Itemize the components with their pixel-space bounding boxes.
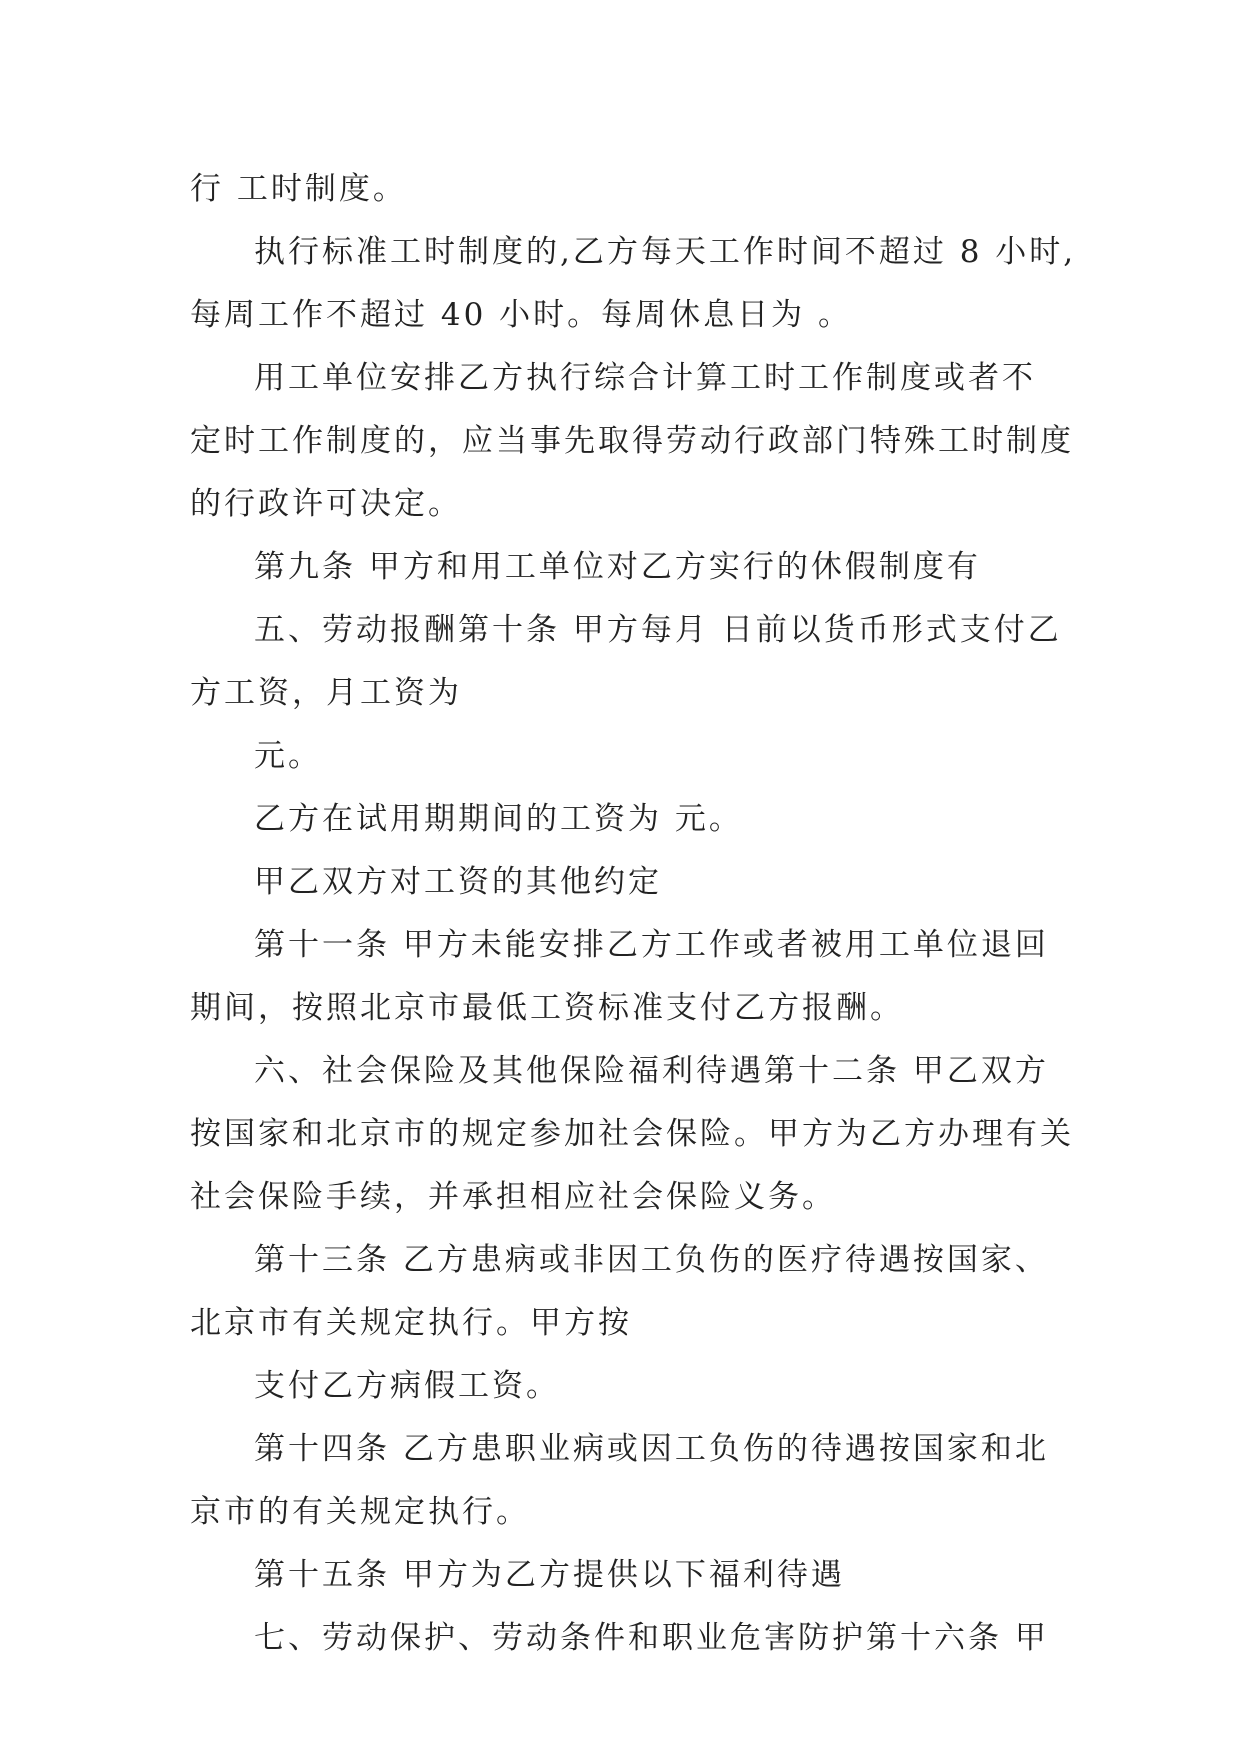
- text-line: 第十三条 乙方患病或非因工负伤的医疗待遇按国家、: [254, 1242, 1049, 1278]
- text-line: 元。: [254, 738, 322, 774]
- text-line: 支付乙方病假工资。: [254, 1368, 560, 1404]
- text-line: 每周工作不超过 40 小时。每周休息日为 。: [190, 297, 853, 333]
- text-line: 定时工作制度的，应当事先取得劳动行政部门特殊工时制度: [190, 423, 1074, 459]
- text-line: 五、劳动报酬第十条 甲方每月 日前以货币形式支付乙: [254, 612, 1062, 648]
- text-line: 用工单位安排乙方执行综合计算工时工作制度或者不: [254, 360, 1036, 396]
- text-line: 第九条 甲方和用工单位对乙方实行的休假制度有: [254, 549, 981, 585]
- text-line: 京市的有关规定执行。: [190, 1494, 530, 1530]
- text-line: 第十一条 甲方未能安排乙方工作或者被用工单位退回: [254, 927, 1049, 963]
- text-line: 行 工时制度。: [190, 171, 407, 207]
- text-line: 北京市有关规定执行。甲方按: [190, 1305, 632, 1341]
- text-line: 乙方在试用期期间的工资为 元。: [254, 801, 743, 837]
- text-line: 按国家和北京市的规定参加社会保险。甲方为乙方办理有关: [190, 1116, 1074, 1152]
- text-line: 执行标准工时制度的,乙方每天工作时间不超过 8 小时,: [254, 234, 1077, 270]
- text-line: 方工资，月工资为: [190, 675, 462, 711]
- text-line: 六、社会保险及其他保险福利待遇第十二条 甲乙双方: [254, 1053, 1049, 1089]
- text-line: 的行政许可决定。: [190, 486, 462, 522]
- text-line: 甲乙双方对工资的其他约定: [254, 864, 662, 900]
- document-page: [190, 158, 1077, 1670]
- text-line: 第十四条 乙方患职业病或因工负伤的待遇按国家和北: [254, 1431, 1049, 1467]
- text-line: 社会保险手续，并承担相应社会保险义务。: [190, 1179, 836, 1215]
- text-line: 七、劳动保护、劳动条件和职业危害防护第十六条 甲: [254, 1620, 1049, 1656]
- text-line: 第十五条 甲方为乙方提供以下福利待遇: [254, 1557, 845, 1593]
- text-line: 期间，按照北京市最低工资标准支付乙方报酬。: [190, 990, 904, 1026]
